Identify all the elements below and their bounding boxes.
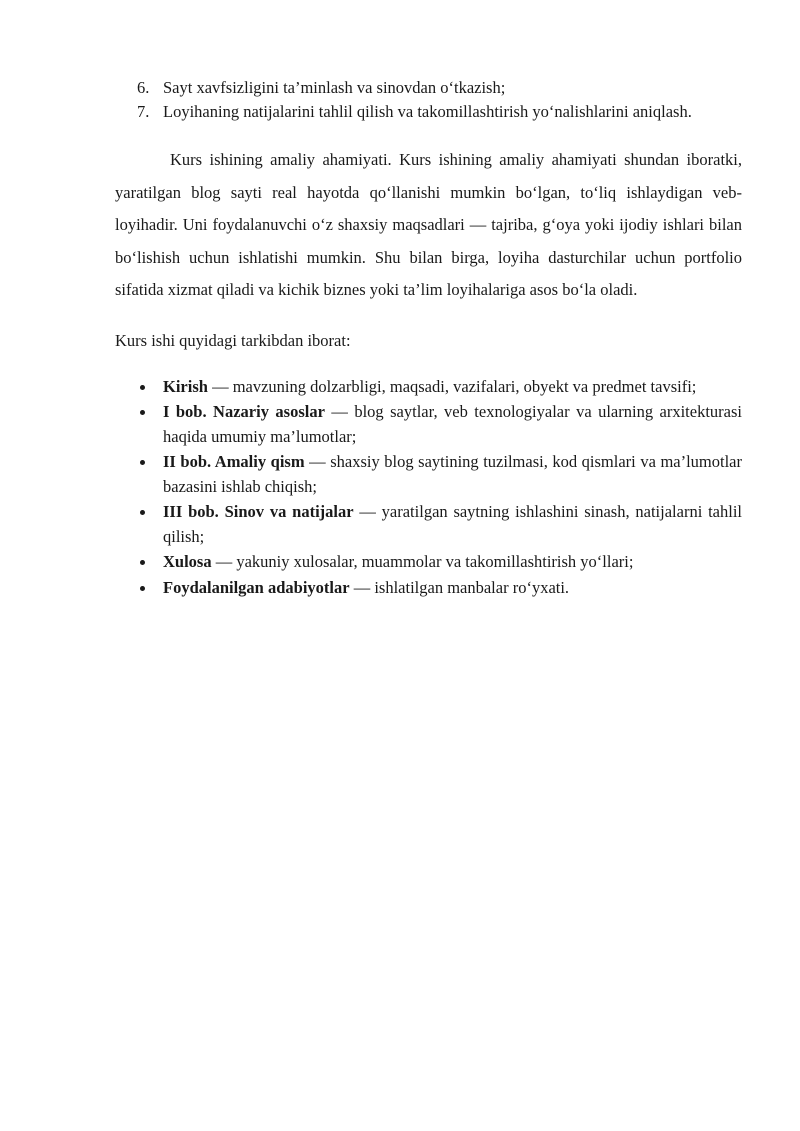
structure-list bbox=[115, 375, 742, 601]
structure-item-title: I bob. Nazariy asoslar bbox=[163, 402, 325, 422]
structure-list-item bbox=[115, 450, 742, 499]
structure-item-desc: — ishlatilgan manbalar ro‘yxati. bbox=[349, 577, 570, 597]
structure-item-text bbox=[163, 576, 742, 601]
structure-item-text bbox=[163, 400, 742, 449]
structure-intro: Kurs ishi quyidagi tarkibdan iborat: bbox=[115, 330, 351, 350]
structure-item-desc: — blog saytlar, veb texnologiyalar va ularning arxitekturasi haqida umumiy ma’lumotlar; bbox=[163, 402, 743, 446]
structure-item-desc: — yaratilgan saytning ishlashini sinash, natijalarni tahlil qilish; bbox=[163, 502, 742, 546]
structure-list-item bbox=[115, 375, 742, 400]
structure-item-title: II bob. Amaliy qism bbox=[163, 452, 305, 472]
numbered-list-item bbox=[115, 100, 742, 124]
structure-item-desc: — shaxsiy blog saytining tuzilmasi, kod qismlari va ma’lumotlar bazasini ishlab chiqish; bbox=[163, 452, 743, 496]
structure-item-text bbox=[163, 500, 742, 549]
page-content bbox=[115, 76, 742, 601]
structure-item-title: Kirish bbox=[163, 376, 208, 396]
structure-item-text bbox=[163, 550, 742, 575]
bullet-icon bbox=[137, 400, 163, 449]
practical-significance-paragraph: Kurs ishining amaliy ahamiyati. Kurs ishining amaliy ahamiyati shundan iboratki, yaratilgan blog sayti real hayotda qo‘llanishi mumkin bo‘lgan, to‘liq ishlaydigan veb-loyihadir. Uni foydalanuvchi o‘z shaxsiy maqsadlari — tajriba, g‘oya yoki ijodiy ishlari bilan bo‘lishish uchun ishlatishi mumkin. Shu bilan birga, loyiha dasturchilar uchun portfolio sifatida xizmat qiladi va kichik biznes yoki ta’lim loyihalariga asos bo‘la oladi. bbox=[115, 150, 742, 300]
numbered-list bbox=[115, 76, 742, 124]
bullet-icon bbox=[137, 576, 163, 601]
list-item-text: Sayt xavfsizligini ta’minlash va sinovdan o‘tkazish; bbox=[163, 78, 506, 97]
numbered-list-item bbox=[115, 76, 742, 100]
structure-item-title: Xulosa bbox=[163, 552, 212, 572]
bullet-icon bbox=[137, 450, 163, 499]
structure-item-desc: — yakuniy xulosalar, muammolar va takomillashtirish yo‘llari; bbox=[211, 552, 634, 572]
structure-list-item bbox=[115, 550, 742, 575]
structure-list-item bbox=[115, 500, 742, 549]
structure-item-title: III bob. Sinov va natijalar bbox=[163, 502, 354, 522]
structure-list-item bbox=[115, 400, 742, 449]
structure-item-title: Foydalanilgan adabiyotlar bbox=[163, 577, 350, 597]
list-number: 6. bbox=[137, 78, 150, 97]
structure-item-text bbox=[163, 375, 742, 400]
bullet-icon bbox=[137, 550, 163, 575]
bullet-icon bbox=[137, 375, 163, 400]
list-item-text: Loyihaning natijalarini tahlil qilish va takomillashtirish yo‘nalishlarini aniqlash. bbox=[163, 102, 692, 121]
bullet-icon bbox=[137, 500, 163, 549]
structure-item-desc: — mavzuning dolzarbligi, maqsadi, vazifalari, obyekt va predmet tavsifi; bbox=[207, 376, 697, 396]
structure-list-item bbox=[115, 576, 742, 601]
structure-item-text bbox=[163, 450, 742, 499]
list-number: 7. bbox=[137, 102, 150, 121]
